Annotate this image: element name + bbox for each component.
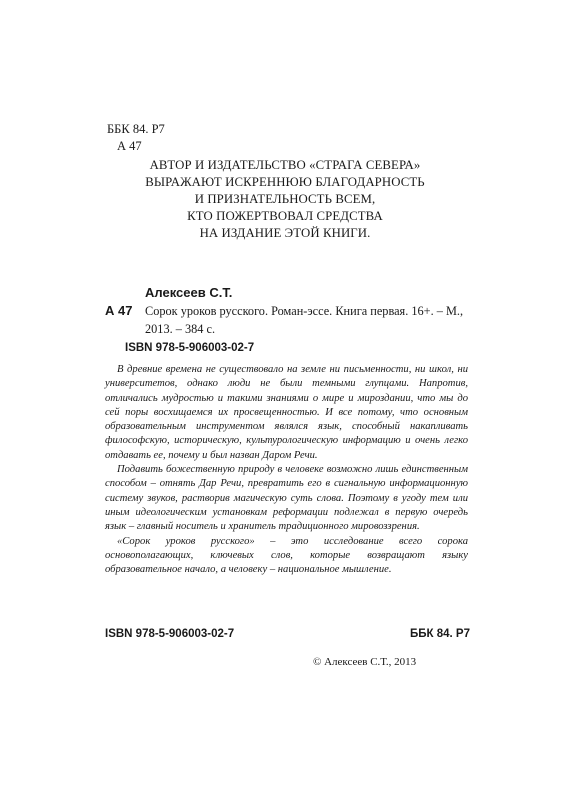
bbk-header bbox=[107, 121, 165, 155]
footer-bbk: ББК 84. Р7 bbox=[410, 628, 470, 640]
acknowledgement-block bbox=[100, 157, 470, 242]
acknowledgement-line: КТО ПОЖЕРТВОВАЛ СРЕДСТВА bbox=[187, 209, 383, 223]
record-isbn: ISBN 978-5-906003-02-7 bbox=[125, 342, 255, 354]
acknowledgement-line: АВТОР И ИЗДАТЕЛЬСТВО «СТРАГА СЕВЕРА» bbox=[149, 158, 421, 172]
annotation-paragraph: «Сорок уроков русского» – это исследование всего сорока основополагающих, ключевых слов, которые возвращают языку образовательное начало, а человеку – национальное мышление. bbox=[105, 535, 468, 576]
annotation-paragraph: В древние времена не существовало на земле ни письменности, ни школ, ни университетов, однако люди не были темными глупцами. Напротив, отличались мудростью и такими знаниями о мире и мироздании, что мы до сей поры восхищаемся их просвещенностью. И все потому, что основным образовательным инструментом являлся язык, способный накапливать философскую, историческую, культурологическую информацию и очень легко отдавать ее, почему и был назван Даром Речи. bbox=[105, 364, 468, 461]
record-bibliography: Сорок уроков русского. Роман-эссе. Книга первая. 16+. – М., 2013. – 384 с. bbox=[145, 304, 464, 336]
bbk-code: ББК 84. Р7 bbox=[107, 122, 165, 136]
record-code: А 47 bbox=[105, 303, 133, 318]
author-sign-code: А 47 bbox=[117, 139, 142, 153]
copyright-notice: © Алексеев С.Т., 2013 bbox=[313, 656, 417, 668]
record-author: Алексеев С.Т. bbox=[145, 285, 233, 300]
acknowledgement-line: НА ИЗДАНИЕ ЭТОЙ КНИГИ. bbox=[199, 226, 371, 240]
acknowledgement-line: И ПРИЗНАТЕЛЬНОСТЬ ВСЕМ, bbox=[194, 192, 376, 206]
annotation-paragraph: Подавить божественную природу в человеке возможно лишь единственным способом – отнять Дар Речи, превратить его в сигнальную информационную систему звуков, растворив магическую суть слова. Поэтому в угоду тем или иным идеологическим установкам реформации подлежал в первую очередь язык – главный носитель и хранитель традиционного мировоззрения. bbox=[105, 464, 468, 533]
footer-isbn: ISBN 978-5-906003-02-7 bbox=[105, 628, 235, 640]
annotation bbox=[105, 363, 468, 577]
acknowledgement-line: ВЫРАЖАЮТ ИСКРЕННЮЮ БЛАГОДАРНОСТЬ bbox=[145, 175, 425, 189]
